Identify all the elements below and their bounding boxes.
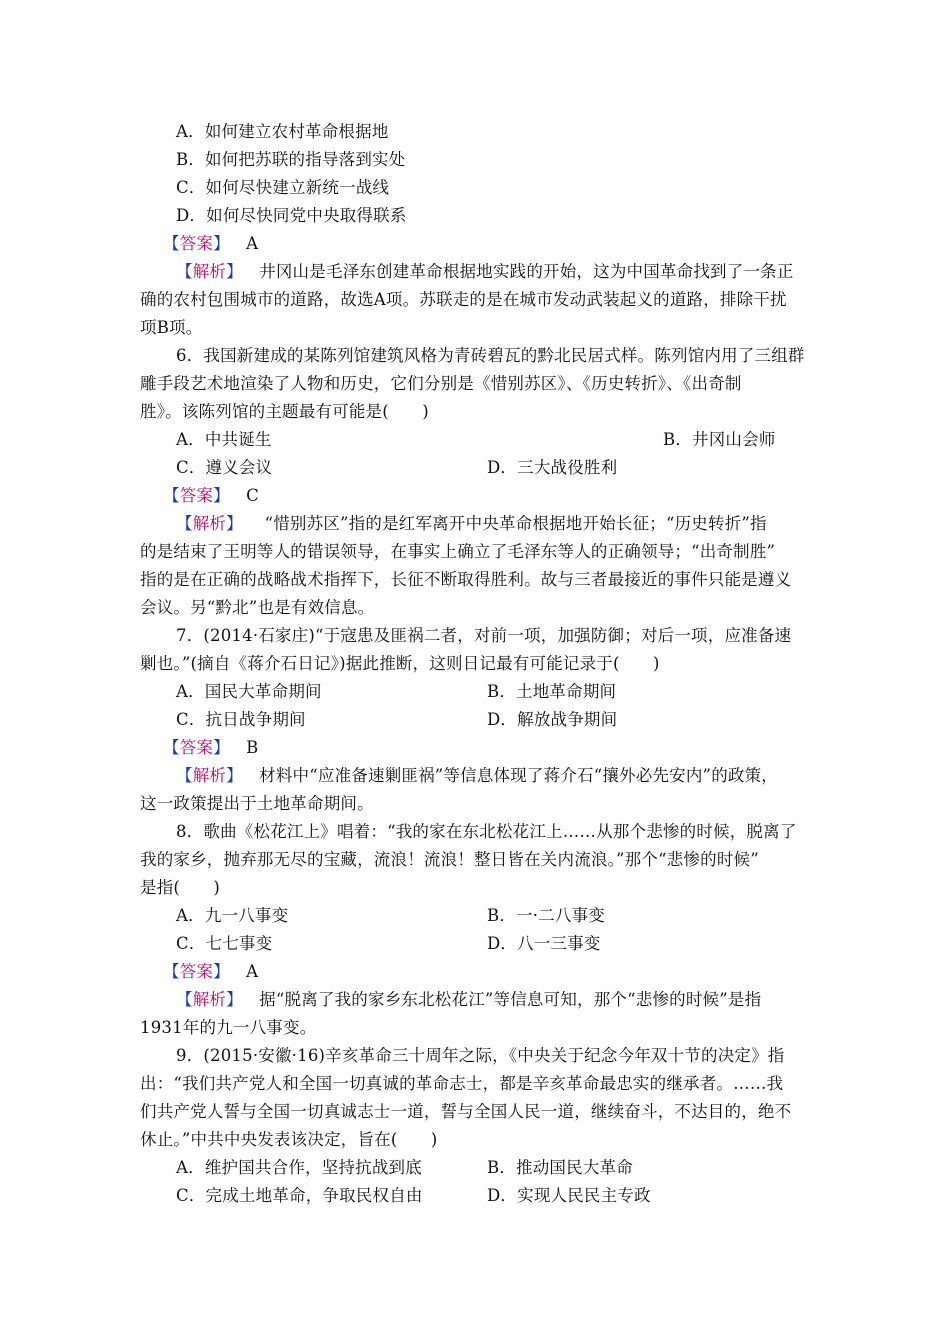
answer-tag: 【答案】 [163,962,230,981]
q8-option-a: A．九一八事变 [176,906,289,925]
q7-answer-value: B [246,738,259,757]
q5-analysis-line-1: 【解析】 井冈山是毛泽东创建革命根据地实践的开始，这为中国革命找到了一条正 [176,262,794,281]
q8-answer-value: A [246,962,259,981]
q9-options-row-2 [176,1185,651,1207]
q8-options-row-1 [176,905,605,927]
q7-options-row-2 [176,709,618,731]
q9-stem-line-3: 们共产党人誓与全国一切真诚志士一道，誓与全国人民一道，继续奋斗，不达目的，绝不 [140,1102,792,1121]
q9-option-b: B．推动国民大革命 [487,1158,633,1177]
q9-stem-line-1: 9．(2015·安徽·16)辛亥革命三十周年之际，《中央关于纪念今年双十节的决定》指 [176,1046,785,1065]
q5-analysis-line-2: 确的农村包围城市的道路，故选A项。苏联走的是在城市发动武装起义的道路，排除干扰 [140,290,787,309]
q6-stem-line-3: 胜》。该陈列馆的主题最有可能是( ) [140,402,429,421]
q6-option-d: D．三大战役胜利 [487,458,618,477]
q5-option-a: A．如何建立农村革命根据地 [176,122,389,141]
q6-analysis-line-3: 指的是在正确的战略战术指挥下，长征不断取得胜利。故与三者最接近的事件只能是遵义 [140,570,792,589]
answer-tag: 【答案】 [163,486,230,505]
q9-stem-line-4: 休止。”中共中央发表该决定，旨在( ) [140,1130,438,1149]
q5-answer-value: A [246,234,259,253]
q8-analysis-line-2: 1931年的九一八事变。 [140,1018,317,1037]
q8-option-d: D．八一三事变 [487,934,601,953]
q5-option-c: C．如何尽快建立新统一战线 [176,178,390,197]
q7-analysis-line-2: 这一政策提出于土地革命期间。 [140,794,374,813]
q6-analysis-line-4: 会议。另“黔北”也是有效信息。 [140,598,375,617]
q6-option-b: B．井冈山会师 [663,430,776,449]
analysis-tag: 【解析】 [176,262,243,281]
q6-options-row-1 [176,429,776,451]
q7-analysis-line-1: 【解析】 材料中“应准备速剿匪祸”等信息体现了蒋介石“攘外必先安内”的政策， [176,766,778,785]
analysis-tag: 【解析】 [176,990,243,1009]
q8-answer-row [163,961,258,983]
q6-stem-line-1: 6．我国新建成的某陈列馆建筑风格为青砖碧瓦的黔北民居式样。陈列馆内用了三组群 [176,346,805,365]
q5-analysis-line-3: 项B项。 [140,318,203,337]
q8-option-b: B．一·二八事变 [487,906,605,925]
q7-option-c: C．抗日战争期间 [176,710,306,729]
q9-stem-line-2: 出：“我们共产党人和全国一切真诚的革命志士，都是辛亥革命最忠实的继承者。……我 [140,1074,784,1093]
q7-options-row-1 [176,681,617,703]
q9-options-row-1 [176,1157,633,1179]
q6-answer-row [163,485,259,507]
q9-option-c: C．完成土地革命，争取民权自由 [176,1186,423,1205]
q8-stem-line-3: 是指( ) [140,878,221,897]
q6-options-row-2 [176,457,618,479]
q6-analysis-line-1: 【解析】 “惜别苏区”指的是红军离开中央革命根据地开始长征；“历史转折”指 [176,514,767,533]
q7-option-d: D．解放战争期间 [487,710,618,729]
q5-option-d: D．如何尽快同党中央取得联系 [176,206,407,225]
analysis-tag: 【解析】 [176,766,243,785]
q8-option-c: C．七七事变 [176,934,273,953]
q6-stem-line-2: 雕手段艺术地渲染了人物和历史，它们分别是《惜别苏区》、《历史转折》、《出奇制 [140,374,742,393]
q8-stem-line-2: 我的家乡，抛弃那无尽的宝藏，流浪！流浪！整日皆在关内流浪。”那个“悲惨的时候” [140,850,759,869]
q7-stem-line-1: 7．(2014·石家庄)“于寇患及匪祸二者，对前一项，加强防御；对后一项，应准备速 [176,626,792,645]
q7-stem-line-2: 剿也。”(摘自《蒋介石日记》)据此推断，这则日记最有可能记录于( ) [140,654,660,673]
q7-answer-row [163,737,258,759]
q6-option-a: A．中共诞生 [176,430,272,449]
q5-answer-row [163,233,258,255]
q9-option-d: D．实现人民民主专政 [487,1186,651,1205]
answer-tag: 【答案】 [163,738,230,757]
q6-analysis-line-2: 的是结束了王明等人的错误领导，在事实上确立了毛泽东等人的正确领导；“出奇制胜” [140,542,776,561]
q8-analysis-line-1: 【解析】 据“脱离了我的家乡东北松花江”等信息可知，那个“悲惨的时候”是指 [176,990,762,1009]
analysis-tag: 【解析】 [176,514,243,533]
q8-options-row-2 [176,933,601,955]
q5-option-b: B．如何把苏联的指导落到实处 [176,150,406,169]
q7-option-a: A．国民大革命期间 [176,682,322,701]
q7-option-b: B．土地革命期间 [487,682,617,701]
q9-option-a: A．维护国共合作，坚持抗战到底 [176,1158,422,1177]
answer-tag: 【答案】 [163,234,230,253]
q6-option-c: C．遵义会议 [176,458,273,477]
q8-stem-line-1: 8．歌曲《松花江上》唱着：“我的家在东北松花江上……从那个悲惨的时候，脱离了 [176,822,797,841]
q6-answer-value: C [246,486,259,505]
